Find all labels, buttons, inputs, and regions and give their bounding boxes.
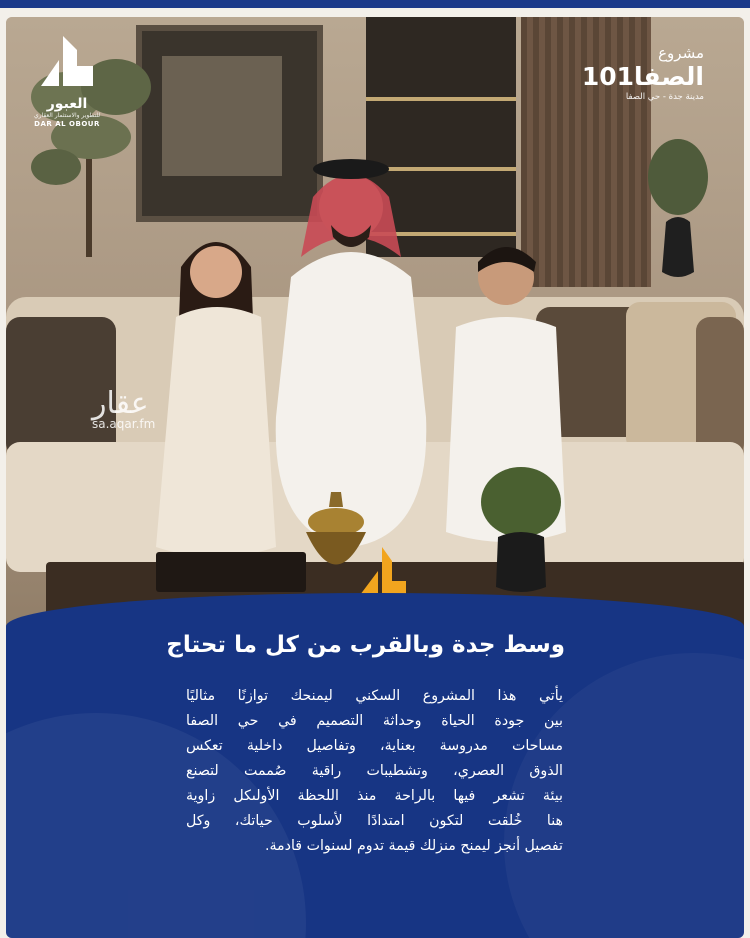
description-line: الذوق العصري، وتشطيبات راقية صُممت لتصنع	[186, 763, 563, 779]
description-line: هنا خُلقت لتكون امتدادًا لأسلوب حياتك، وكل	[186, 813, 563, 829]
description-line: بين جودة الحياة وحداثة التصميم في حي الصفا	[186, 713, 563, 729]
cushion-edge	[696, 317, 744, 457]
watermark-url: sa.aqar.fm	[92, 417, 156, 431]
potted-plant-decor	[638, 132, 718, 282]
brand-name-en: DAR AL OBOUR	[34, 120, 100, 128]
project-location: مدينة جدة - حي الصفا	[625, 92, 704, 102]
girl-figure	[136, 227, 286, 567]
description-line: يأتي هذا المشروع السكني ليمنحك توازنًا مثاليًا	[186, 688, 563, 704]
company-logo	[26, 32, 108, 128]
project-label: مشروع	[658, 44, 704, 62]
project-name: الصفا101	[581, 62, 704, 91]
watermark-text: عقار	[92, 386, 149, 421]
headline: وسط جدة وبالقرب من كل ما تحتاج	[166, 632, 565, 658]
description	[186, 684, 563, 859]
brand-name-ar: العبور	[46, 96, 88, 112]
project-title-block	[574, 44, 704, 102]
description-line: مساحات مدروسة بعناية، وتفاصيل داخلية تعكس	[186, 738, 563, 754]
description-line: تفصيل أنجز ليمنح منزلك قيمة تدوم لسنوات قادمة.	[264, 838, 563, 854]
aqar-watermark	[92, 386, 155, 431]
wooden-box-decor	[156, 552, 306, 592]
brand-tagline-ar: للتطوير والاستثمار العقاري	[33, 112, 101, 119]
description-line: بيئة تشعر فيها بالراحة منذ اللحظة الأولىكل زاوية	[186, 788, 563, 804]
top-strip	[0, 0, 750, 8]
table-plant-decor	[476, 457, 566, 597]
logo-mark-icon	[37, 32, 97, 90]
